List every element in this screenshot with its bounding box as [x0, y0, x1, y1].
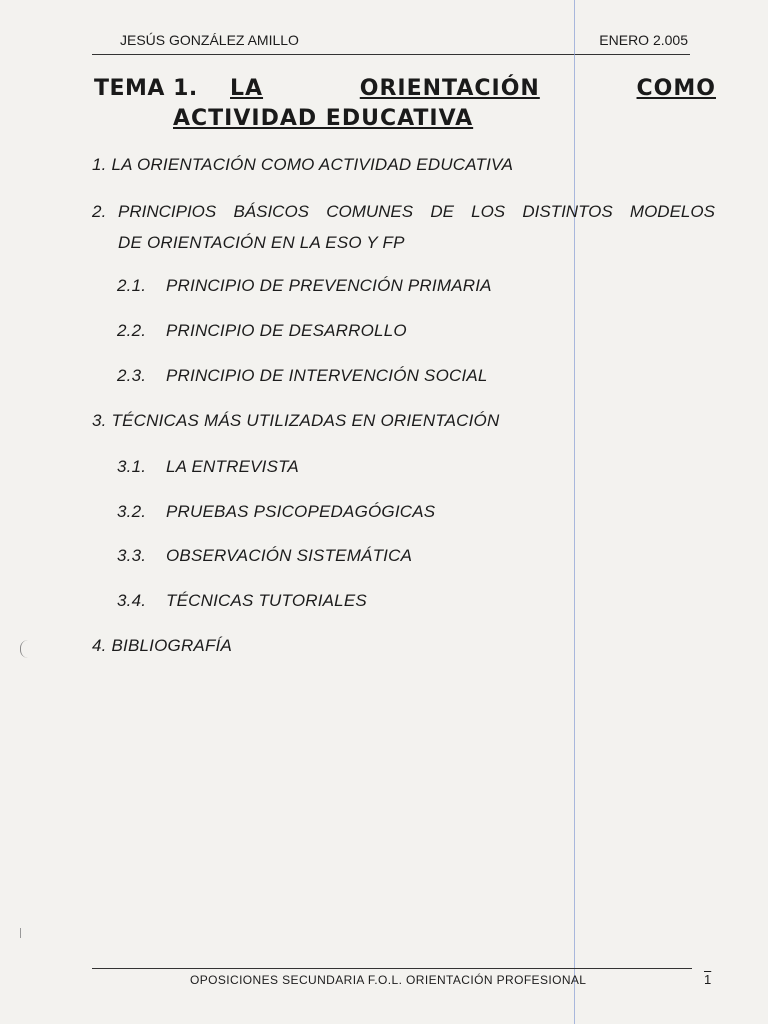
- page-title: [94, 76, 716, 106]
- toc-number: 3.4.: [117, 591, 147, 610]
- toc-item-2-1: [117, 276, 492, 296]
- page-header: [120, 32, 688, 52]
- toc-item-2-3: [117, 366, 488, 386]
- toc-item-3-2: [117, 502, 435, 522]
- scan-margin-line: [574, 0, 575, 1024]
- footer-text: OPOSICIONES SECUNDARIA F.O.L. ORIENTACIÓN PROFESIONAL: [190, 973, 587, 987]
- toc-item-4: [92, 636, 232, 656]
- toc-number: 2.1.: [117, 276, 147, 295]
- toc-word: LOS: [471, 202, 506, 221]
- title-tema: TEMA 1.: [94, 76, 198, 101]
- header-author: JESÚS GONZÁLEZ AMILLO: [120, 32, 299, 48]
- toc-word: PRINCIPIOS: [118, 202, 217, 221]
- toc-item-3: [92, 411, 499, 431]
- page-number: 1: [704, 972, 712, 987]
- toc-number: 2.2.: [117, 321, 147, 340]
- toc-item-3-4: [117, 591, 367, 611]
- toc-number: 3.1.: [117, 457, 147, 476]
- toc-text: LA ORIENTACIÓN COMO ACTIVIDAD EDUCATIVA: [111, 155, 514, 174]
- toc-item-2-line2: DE ORIENTACIÓN EN LA ESO Y FP: [118, 233, 405, 252]
- title-line-2: ACTIVIDAD EDUCATIVA: [173, 106, 474, 131]
- toc-word: MODELOS: [629, 202, 715, 221]
- toc-word: BÁSICOS: [233, 202, 310, 221]
- toc-text: PRINCIPIO DE PREVENCIÓN PRIMARIA: [166, 276, 492, 295]
- toc-word: DISTINTOS: [522, 202, 613, 221]
- toc-number: 2.3.: [117, 366, 147, 385]
- toc-word: DE: [430, 202, 454, 221]
- toc-text: PRINCIPIO DE DESARROLLO: [166, 321, 407, 340]
- title-line-1: [230, 76, 716, 101]
- toc-text: OBSERVACIÓN SISTEMÁTICA: [166, 546, 413, 565]
- header-date: ENERO 2.005: [599, 32, 688, 48]
- toc-item-2-2: [117, 321, 407, 341]
- toc-number: 4.: [92, 636, 107, 655]
- footer-rule: [92, 968, 692, 969]
- header-rule: [92, 54, 690, 55]
- toc-number: 2.: [92, 202, 107, 221]
- toc-text: PRINCIPIO DE INTERVENCIÓN SOCIAL: [166, 366, 488, 385]
- toc-number: 1.: [92, 155, 107, 174]
- margin-tick-mark: [20, 928, 21, 938]
- margin-pencil-mark: [20, 640, 29, 658]
- toc-text: PRUEBAS PSICOPEDAGÓGICAS: [166, 502, 436, 521]
- toc-item-1: [92, 155, 513, 175]
- title-word: LA: [230, 76, 264, 101]
- toc-number: 3.: [92, 411, 107, 430]
- toc-word: COMUNES: [326, 202, 414, 221]
- toc-text: BIBLIOGRAFÍA: [111, 636, 233, 655]
- title-word: ORIENTACIÓN: [359, 76, 540, 101]
- title-word: COMO: [636, 76, 716, 101]
- toc-number: 3.2.: [117, 502, 147, 521]
- toc-text: TÉCNICAS TUTORIALES: [166, 591, 367, 610]
- toc-item-2-line1: [118, 202, 715, 222]
- toc-number: 3.3.: [117, 546, 147, 565]
- toc-item-3-1: [117, 457, 299, 477]
- toc-item-3-3: [117, 546, 412, 566]
- toc-text: LA ENTREVISTA: [166, 457, 299, 476]
- toc-text: TÉCNICAS MÁS UTILIZADAS EN ORIENTACIÓN: [111, 411, 500, 430]
